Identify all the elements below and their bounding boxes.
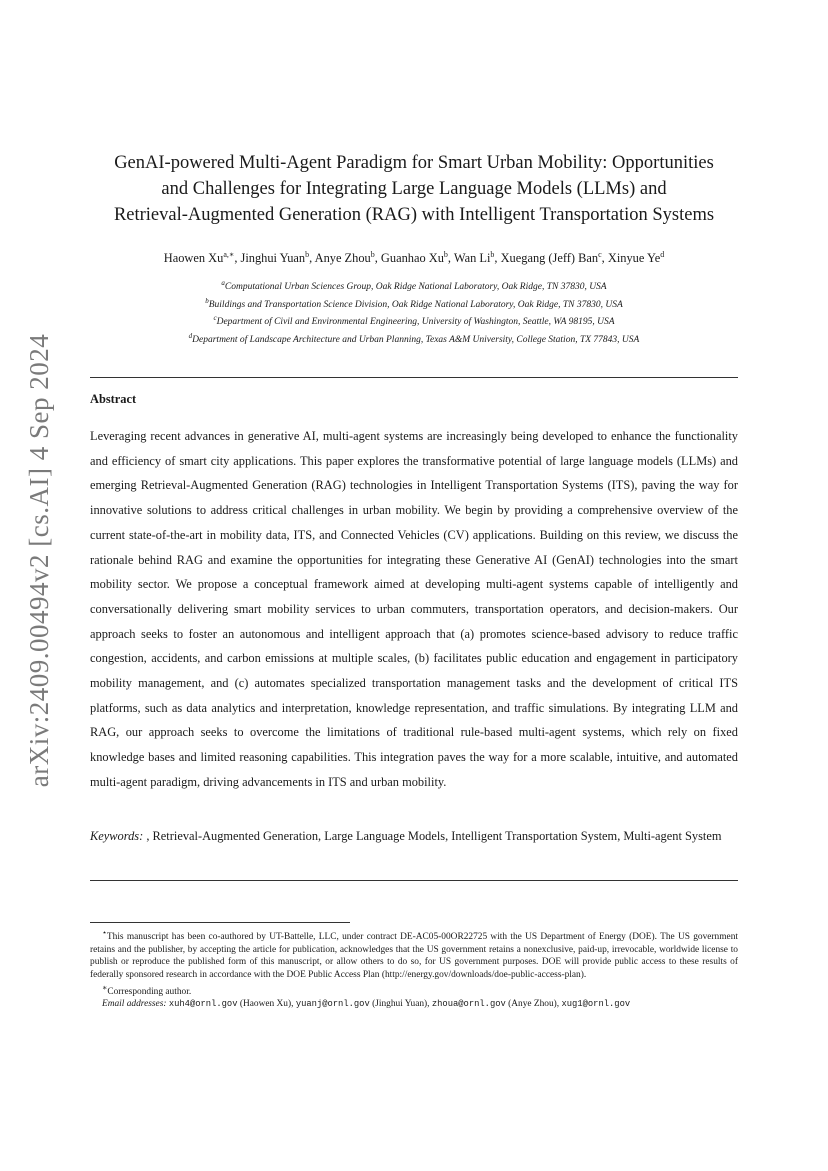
affiliation	[60, 295, 768, 313]
email-address[interactable]: yuanj@ornl.gov	[295, 999, 370, 1010]
affiliation-text: Buildings and Transportation Science Division, Oak Ridge National Laboratory, Oak Ridge, TN 37830, USA	[208, 299, 623, 310]
author-affil-mark: c	[598, 250, 602, 259]
affiliation-mark: a	[221, 279, 225, 287]
funding-text: This manuscript has been co-authored by UT-Battelle, LLC, under contract DE-AC05-00OR22725 with the US Department of Energy (DOE). The US government retains and the publisher, by accepting the article for publication, acknowledges that the US government retains a nonexclusive, paid-up, irrevocable, worldwide license to publish or reproduce the published form of this manuscript, or allow others to do so, for US government purposes. DOE will provide public access to these results of federally sponsored research in accordance with the DOE Public Access Plan (http://energy.gov/downloads/doe-public-access-plan).	[90, 932, 738, 980]
author-affil-mark: b	[443, 250, 448, 259]
email-label: Email addresses:	[102, 999, 167, 1010]
corresponding-text: Corresponding author.	[107, 986, 192, 997]
affiliation-text: Department of Landscape Architecture and Urban Planning, Texas A&M University, College Station, TX 77843, USA	[192, 334, 640, 345]
footnote-mark: ∗	[102, 982, 108, 992]
title-line: GenAI-powered Multi-Agent Paradigm for Smart Urban Mobility: Opportunities	[114, 153, 714, 173]
footnotes	[90, 927, 738, 1011]
affiliation-mark: b	[205, 296, 209, 305]
keywords-label: Keywords:	[90, 829, 144, 843]
author-name: Wan Li	[453, 251, 491, 266]
author-affil-mark: b	[490, 250, 495, 259]
affiliation-list	[60, 277, 768, 347]
author-name: Jinghui Yuan	[240, 251, 306, 266]
author-affil-mark: d	[660, 250, 665, 259]
corresponding-footnote	[90, 982, 738, 999]
author-affil-mark: b	[370, 250, 375, 259]
author-name: Haowen Xu	[163, 251, 224, 266]
paper-title	[70, 150, 758, 228]
keywords	[90, 824, 738, 849]
author-affil-mark: a,∗	[223, 250, 235, 259]
email-address[interactable]: xug1@ornl.gov	[561, 999, 631, 1010]
email-owner: (Anye Zhou),	[508, 999, 560, 1010]
affiliation-mark: c	[213, 314, 217, 323]
author-list: Haowen $Xu^{a,∗}$, Jinghui Yuan$^b$, Anye Zhou$^b$, Guanhao Xu$^b$, Wan Li$^b$, Xuegang (Jeff) Ban$^c$, Xinyue Ye$^d$	[163, 250, 665, 266]
arxiv-stamp	[20, 333, 60, 787]
email-address[interactable]: zhoua@ornl.gov	[431, 999, 506, 1010]
abstract-top-rule	[90, 377, 738, 378]
affiliation	[60, 330, 768, 348]
abstract-bottom-rule	[90, 880, 738, 881]
affiliation-mark: d	[188, 331, 193, 340]
email-address[interactable]: xuh4@ornl.gov	[168, 999, 238, 1010]
email-footnote	[90, 998, 738, 1011]
author-name: Xinyue Ye	[607, 251, 661, 266]
title-line: and Challenges for Integrating Large Language Models (LLMs) and	[161, 179, 667, 199]
funding-footnote	[90, 927, 738, 982]
affiliation	[60, 277, 768, 295]
author-name: Xuegang (Jeff) Ban	[500, 251, 599, 266]
email-owner: (Jinghui Yuan),	[372, 999, 430, 1010]
author-name: Guanhao Xu	[380, 251, 444, 266]
author-affil-mark: b	[305, 250, 310, 259]
abstract-body: Leveraging recent advances in generative AI, multi-agent systems are increasingly being developed to enhance the functionality and efficiency of smart city applications. This paper explores the transformative potential of large language models (LLMs) and emerging Retrieval-Augmented Generation (RAG) technologies in Intelligent Transportation Systems (ITS), paving the way for innovative solutions to address critical challenges in urban mobility. We begin by providing a comprehensive overview of the current state-of-the-art in mobility data, ITS, and Connected Vehicles (CV) applications. Building on this review, we discuss the rationale behind RAG and examine the opportunities for integrating these Generative AI (GenAI) technologies into the smart mobility sector. We propose a conceptual framework aimed at developing multi-agent systems capable of intelligently and conversationally delivering smart mobility services to urban commuters, transportation operators, and decision-makers. Our approach seeks to foster an autonomous and intelligent approach that (a) promotes science-based advisory to reduce traffic congestion, accidents, and carbon emissions at multiple scales, (b) facilitates public education and engagement in participatory mobility management, and (c) automates specialized transportation management tasks and the development of critical ITS platforms, such as data analytics and interpretation, knowledge representation, and traffic simulations. By integrating LLM and RAG, our approach seeks to overcome the limitations of traditional rule-based multi-agent systems, which rely on fixed knowledge bases and limited reasoning capabilities. This integration paves the way for a more scalable, intuitive, and automated multi-agent paradigm, driving advancements in ITS and urban mobility.	[90, 429, 738, 789]
abstract-heading: Abstract	[90, 392, 137, 406]
arxiv-identifier: arXiv:2409.00494v2 [cs.AI] 4 Sep 2024	[24, 333, 55, 787]
keywords-text: , Retrieval-Augmented Generation, Large Language Models, Intelligent Transportation System, Multi-agent System	[146, 829, 722, 843]
affiliation	[60, 312, 768, 330]
title-line: Retrieval-Augmented Generation (RAG) with Intelligent Transportation Systems	[113, 205, 715, 225]
affiliation-text: Computational Urban Sciences Group, Oak Ridge National Laboratory, Oak Ridge, TN 37830, USA	[224, 282, 607, 293]
footnote-rule	[90, 922, 350, 923]
affiliation-text: Department of Civil and Environmental Engineering, University of Washington, Seattle, WA 98195, USA	[216, 317, 615, 328]
author-name: Anye Zhou	[314, 251, 371, 266]
email-owner: (Haowen Xu),	[239, 999, 294, 1010]
footnote-mark: ⋆	[102, 928, 107, 937]
